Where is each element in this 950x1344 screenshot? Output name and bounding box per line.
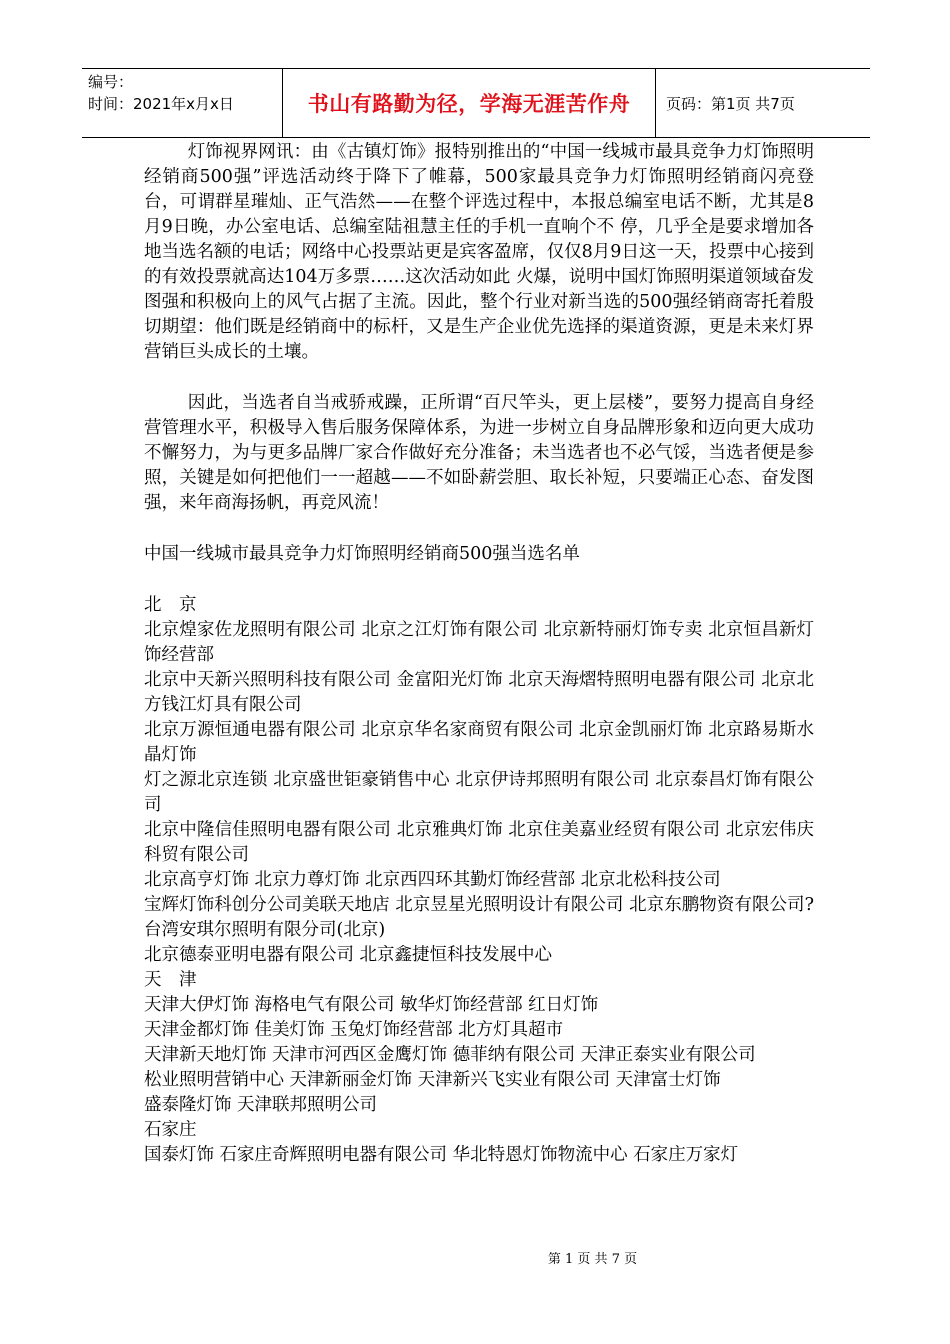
- city-heading-beijing: 北 京: [144, 595, 197, 615]
- page-header: [82, 68, 870, 138]
- list-row: 国泰灯饰 石家庄奇辉照明电器有限公司 华北特恩灯饰物流中心 石家庄万家灯: [144, 1145, 739, 1165]
- header-motto: 书山有路勤为径，学海无涯苦作舟: [282, 69, 656, 137]
- paragraph-intro: 灯饰视界网讯：由《古镇灯饰》报特别推出的“中国一线城市最具竞争力灯饰照明经销商500强”评选活动终于降下了帷幕，500家最具竞争力灯饰照明经销商闪亮登台，可谓群星璀灿、正气浩然——在整个评选过程中，本报总编室电话不断，尤其是8月9日晚，办公室电话、总编室陆祖慧主任的手机一直响个不 停，几乎全是要求增加各地当选名额的电话；网络中心投票站更是宾客盈席，仅仅8月9日这一天，投票中心接到的有效投票就高达104万多票……这次活动如此 火爆，说明中国灯饰照明渠道领域奋发图强和积极向上的风气占据了主流。因此，整个行业对新当选的500强经销商寄托着殷切期望：他们既是经销商中的标杆，又是生产企业优先选择的渠道资源，更是未来灯界营销巨头成长的土壤。: [144, 142, 814, 362]
- list-row: 北京中天新兴照明科技有限公司 金富阳光灯饰 北京天海熠特照明电器有限公司 北京北方钱江灯具有限公司: [144, 670, 814, 715]
- header-meta: [82, 69, 282, 137]
- list-row: 松业照明营销中心 天津新丽金灯饰 天津新兴飞实业有限公司 天津富士灯饰: [144, 1070, 721, 1090]
- list-row: 北京万源恒通电器有限公司 北京京华名家商贸有限公司 北京金凯丽灯饰 北京路易斯水晶灯饰: [144, 720, 814, 765]
- city-heading-tianjin: 天 津: [144, 970, 197, 990]
- list-row: 天津大伊灯饰 海格电气有限公司 敏华灯饰经营部 红日灯饰: [144, 995, 599, 1015]
- list-row: 天津金都灯饰 佳美灯饰 玉兔灯饰经营部 北方灯具超市: [144, 1020, 564, 1040]
- doc-time-label: 时间：2021年x月x日: [88, 95, 234, 113]
- list-row: 天津新天地灯饰 天津市河西区金鹰灯饰 德菲纳有限公司 天津正泰实业有限公司: [144, 1045, 756, 1065]
- list-row: 盛泰隆灯饰 天津联邦照明公司: [144, 1095, 378, 1115]
- doc-code-label: 编号：: [88, 73, 134, 91]
- list-title: 中国一线城市最具竞争力灯饰照明经销商500强当选名单: [144, 544, 580, 564]
- list-row: 北京煌家佐龙照明有限公司 北京之江灯饰有限公司 北京新特丽灯饰专卖 北京恒昌新灯饰经营部: [144, 620, 814, 665]
- list-row: 灯之源北京连锁 北京盛世钜豪销售中心 北京伊诗邦照明有限公司 北京泰昌灯饰有限公司: [144, 770, 814, 815]
- list-row: 北京德泰亚明电器有限公司 北京鑫捷恒科技发展中心: [144, 945, 553, 965]
- list-row: 北京高亨灯饰 北京力尊灯饰 北京西四环其勤灯饰经营部 北京北松科技公司: [144, 870, 721, 890]
- header-page-label: 页码：第1页 共7页: [666, 94, 795, 113]
- list-row: 北京中隆信佳照明电器有限公司 北京雅典灯饰 北京住美嘉业经贸有限公司 北京宏伟庆科贸有限公司: [144, 820, 814, 865]
- document-body: [144, 140, 814, 1168]
- page-footer: 第 1 页 共 7 页: [547, 1252, 638, 1267]
- paragraph-advice: 因此，当选者自当戒骄戒躁，正所谓“百尺竿头，更上层楼”，要努力提高自身经营管理水平，积极导入售后服务保障体系，为进一步树立自身品牌形象和迈向更大成功不懈努力，为与更多品牌厂家合作做好充分准备；未当选者也不必气馁，当选者便是参照，关键是如何把他们一一超越——不如卧薪尝胆、取长补短，只要端正心态、奋发图强，来年商海扬帆，再竞风流！: [144, 393, 814, 513]
- list-row: 宝辉灯饰科创分公司美联天地店 北京昱星光照明设计有限公司 北京东鹏物资有限公司? 台湾安琪尔照明有限分司(北京): [144, 895, 814, 940]
- city-heading-shijiazhuang: 石家庄: [144, 1120, 197, 1140]
